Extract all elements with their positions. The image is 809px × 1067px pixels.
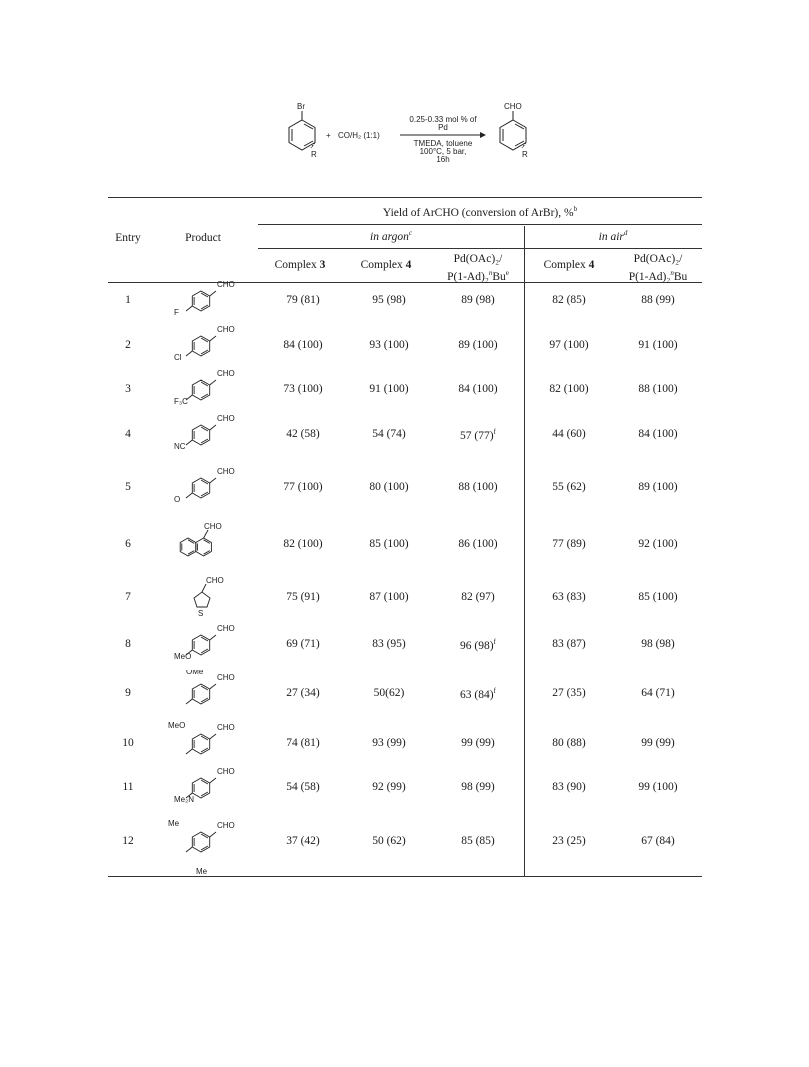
- yield-cell-air-pd: 84 (100): [638, 428, 678, 440]
- substituent-label: F₃C: [174, 397, 188, 406]
- header-product: Product: [185, 232, 221, 244]
- cho-label: CHO: [217, 624, 235, 633]
- cho-label: CHO: [206, 576, 224, 585]
- header-pd-argon: [432, 252, 524, 284]
- product-structure: [160, 764, 250, 819]
- yield-cell-c4: 80 (100): [369, 481, 409, 493]
- yield-cell-c4: 95 (98): [372, 294, 406, 306]
- yield-cell-air-c4: 83 (90): [552, 781, 586, 793]
- yield-cell-pd: 98 (99): [461, 781, 495, 793]
- yield-cell-c4: 91 (100): [369, 383, 409, 395]
- header-air-complex4-num: 4: [588, 259, 595, 271]
- substituent-label: Cl: [174, 353, 182, 362]
- footnote-sup: f: [493, 687, 496, 695]
- header-complex4-text: Complex: [360, 259, 406, 271]
- product-structure: [160, 464, 250, 519]
- header-pd-air-line2: [614, 266, 702, 284]
- reactant-r-label: R: [311, 150, 317, 159]
- product-cho-label: CHO: [504, 102, 522, 111]
- yield-cell-c4: 85 (100): [369, 538, 409, 550]
- yield-cell-pd: 85 (85): [461, 835, 495, 847]
- yield-cell-c4: 93 (99): [372, 737, 406, 749]
- substituent-label: S: [198, 609, 204, 618]
- cho-label: CHO: [217, 723, 235, 732]
- entry-cell: 12: [122, 835, 134, 847]
- yield-cell-c4: 92 (99): [372, 781, 406, 793]
- yield-cell-c3: 82 (100): [283, 538, 323, 550]
- cho-label: CHO: [217, 280, 235, 289]
- yield-cell-c3: 69 (71): [286, 638, 320, 650]
- condition-temp: 100°C, 5 bar,: [419, 147, 467, 156]
- yield-cell-air-pd: 85 (100): [638, 591, 678, 603]
- yield-cell-air-pd: 64 (71): [641, 687, 675, 699]
- table-top-rule: [108, 197, 702, 198]
- cho-label: CHO: [217, 467, 235, 476]
- yield-cell-air-pd: 92 (100): [638, 538, 678, 550]
- yield-cell-air-pd: 99 (99): [641, 737, 675, 749]
- header-complex3-text: Complex: [274, 259, 320, 271]
- yield-cell-c4: 87 (100): [369, 591, 409, 603]
- gas-label: CO/H₂ (1:1): [338, 131, 380, 140]
- header-complex4-num: 4: [405, 259, 412, 271]
- header-air-text: in air: [598, 230, 624, 243]
- entry-cell: 4: [125, 428, 131, 440]
- substituent-label: Me: [168, 819, 180, 828]
- header-pd-argon-bu: Bu: [492, 270, 506, 283]
- header-yield: [258, 205, 702, 219]
- header-entry: Entry: [115, 232, 141, 244]
- yield-cell-c3: 27 (34): [286, 687, 320, 699]
- yield-cell-c4: 54 (74): [372, 428, 406, 440]
- product-structure: [160, 621, 250, 676]
- yield-cell-air-c4: 82 (85): [552, 294, 586, 306]
- yield-cell-pd: 89 (98): [461, 294, 495, 306]
- cho-label: CHO: [217, 767, 235, 776]
- substituent-label: OMe: [186, 670, 204, 676]
- yield-cell-pd: 82 (97): [461, 591, 495, 603]
- yield-cell-air-pd: 89 (100): [638, 481, 678, 493]
- product-structure: [160, 411, 250, 466]
- header-pd-argon-line2: [432, 266, 524, 284]
- yield-cell-air-pd: 88 (99): [641, 294, 675, 306]
- yield-cell-air-c4: 83 (87): [552, 638, 586, 650]
- header-pd-argon-sup: e: [505, 269, 509, 277]
- entry-cell: 9: [125, 687, 131, 699]
- substituent-label: Me: [196, 867, 208, 876]
- reaction-arrow: [400, 132, 486, 138]
- yield-cell-c3: 84 (100): [283, 339, 323, 351]
- header-air-complex4: [528, 259, 610, 271]
- header-argon-text: in argon: [370, 230, 409, 243]
- header-pd-argon-ligand: P(1-Ad)₂: [447, 270, 489, 283]
- header-complex4: [346, 259, 426, 271]
- header-pd-argon-line1: Pd(OAc)₂/: [453, 253, 503, 265]
- header-pd-air-bu: Bu: [673, 270, 688, 283]
- yield-cell-c4: 83 (95): [372, 638, 406, 650]
- entry-cell: 7: [125, 591, 131, 603]
- yield-cell-pd: 57 $(77)^f$: [460, 428, 496, 442]
- yield-cell-pd: 89 (100): [458, 339, 498, 351]
- entry-cell: 8: [125, 638, 131, 650]
- header-air: [524, 229, 702, 243]
- cho-label: CHO: [217, 821, 235, 830]
- condition-catalyst: 0.25-0.33 mol % of: [409, 115, 477, 124]
- yield-cell-pd: 84 (100): [458, 383, 498, 395]
- cho-label: CHO: [217, 325, 235, 334]
- entry-cell: 2: [125, 339, 131, 351]
- yield-cell-pd: 88 (100): [458, 481, 498, 493]
- header-air-sup: d: [623, 229, 628, 237]
- cho-label: CHO: [217, 414, 235, 423]
- yield-cell-c3: 79 (81): [286, 294, 320, 306]
- yield-cell-c4: 50(62): [373, 687, 405, 699]
- yield-cell-air-c4: 77 (89): [552, 538, 586, 550]
- header-pd-argon-n: n: [488, 269, 493, 277]
- yield-cell-air-c4: 63 (83): [552, 591, 586, 603]
- yield-cell-air-pd: 67 (84): [641, 835, 675, 847]
- product-structure: [160, 521, 250, 576]
- yield-cell-pd: 99 (99): [461, 737, 495, 749]
- footnote-sup: f: [493, 428, 496, 436]
- cho-label: CHO: [217, 369, 235, 378]
- substituent-label: F: [174, 308, 179, 317]
- condition-pd: Pd: [438, 123, 448, 132]
- yield-cell-air-c4: 23 (25): [552, 835, 586, 847]
- header-pd-air-n: n: [670, 269, 674, 277]
- header-argon: [258, 229, 524, 243]
- condition-solvent: TMEDA, toluene: [413, 139, 473, 148]
- cho-label: CHO: [204, 522, 222, 531]
- yield-cell-pd: 86 (100): [458, 538, 498, 550]
- header-pd-air: [614, 252, 702, 284]
- substituent-label: O: [174, 495, 181, 504]
- substituent-label: MeO: [168, 721, 186, 730]
- yield-cell-air-c4: 82 (100): [549, 383, 589, 395]
- yield-cell-air-c4: 44 (60): [552, 428, 586, 440]
- header-air-complex4-text: Complex: [543, 259, 589, 271]
- yield-cell-air-pd: 88 (100): [638, 383, 678, 395]
- header-complex3-num: 3: [319, 259, 326, 271]
- entry-cell: 6: [125, 538, 131, 550]
- substituent-label: Me₂N: [174, 795, 194, 804]
- yield-cell-pd: 96 $(98)^f$: [460, 638, 496, 652]
- entry-cell: 3: [125, 383, 131, 395]
- yield-cell-air-c4: 55 (62): [552, 481, 586, 493]
- header-pd-air-line1: Pd(OAc)₂/: [633, 253, 683, 265]
- product-r-label: R: [522, 150, 528, 159]
- yield-cell-c3: 37 (42): [286, 835, 320, 847]
- entry-cell: 1: [125, 294, 131, 306]
- yield-cell-air-pd: 91 (100): [638, 339, 678, 351]
- yield-cell-c3: 75 (91): [286, 591, 320, 603]
- substituent-label: MeO: [174, 652, 192, 661]
- yield-cell-c3: 77 (100): [283, 481, 323, 493]
- entry-cell: 10: [122, 737, 134, 749]
- header-complex3: [260, 259, 340, 271]
- yield-cell-air-c4: 80 (88): [552, 737, 586, 749]
- header-argon-sup: c: [408, 229, 412, 237]
- reaction-scheme: [270, 98, 550, 178]
- header-yield-sup: b: [573, 205, 578, 213]
- yield-cell-air-pd: 98 (98): [641, 638, 675, 650]
- yield-cell-c3: 54 (58): [286, 781, 320, 793]
- yield-cell-air-pd: 99 (100): [638, 781, 678, 793]
- argon-air-divider: [524, 226, 525, 876]
- entry-cell: 5: [125, 481, 131, 493]
- substituent-label: NC: [174, 442, 186, 451]
- condition-header-rule: [258, 248, 702, 249]
- yield-cell-c4: 93 (100): [369, 339, 409, 351]
- yield-cell-c3: 73 (100): [283, 383, 323, 395]
- reactant-benzene-ring: [289, 111, 315, 150]
- plus-sign: +: [326, 131, 331, 140]
- yield-header-rule: [258, 224, 702, 225]
- footnote-sup: f: [493, 638, 496, 646]
- header-yield-text: Yield of ArCHO (conversion of ArBr), %: [382, 206, 574, 219]
- product-benzene-ring: [500, 111, 526, 150]
- header-pd-air-ligand: P(1-Ad)₂: [628, 270, 671, 283]
- product-structure: [160, 670, 250, 725]
- reactant-br-label: Br: [297, 102, 305, 111]
- cho-label: CHO: [217, 673, 235, 682]
- condition-time: 16h: [436, 155, 450, 164]
- yield-cell-c3: 42 (58): [286, 428, 320, 440]
- yield-cell-c3: 74 (81): [286, 737, 320, 749]
- yield-cell-air-c4: 97 (100): [549, 339, 589, 351]
- yield-cell-pd: 63 $(84)^f$: [460, 687, 496, 701]
- entry-cell: 11: [122, 781, 134, 793]
- yield-cell-c4: 50 (62): [372, 835, 406, 847]
- yield-cell-air-c4: 27 (35): [552, 687, 586, 699]
- product-structure: [160, 818, 250, 885]
